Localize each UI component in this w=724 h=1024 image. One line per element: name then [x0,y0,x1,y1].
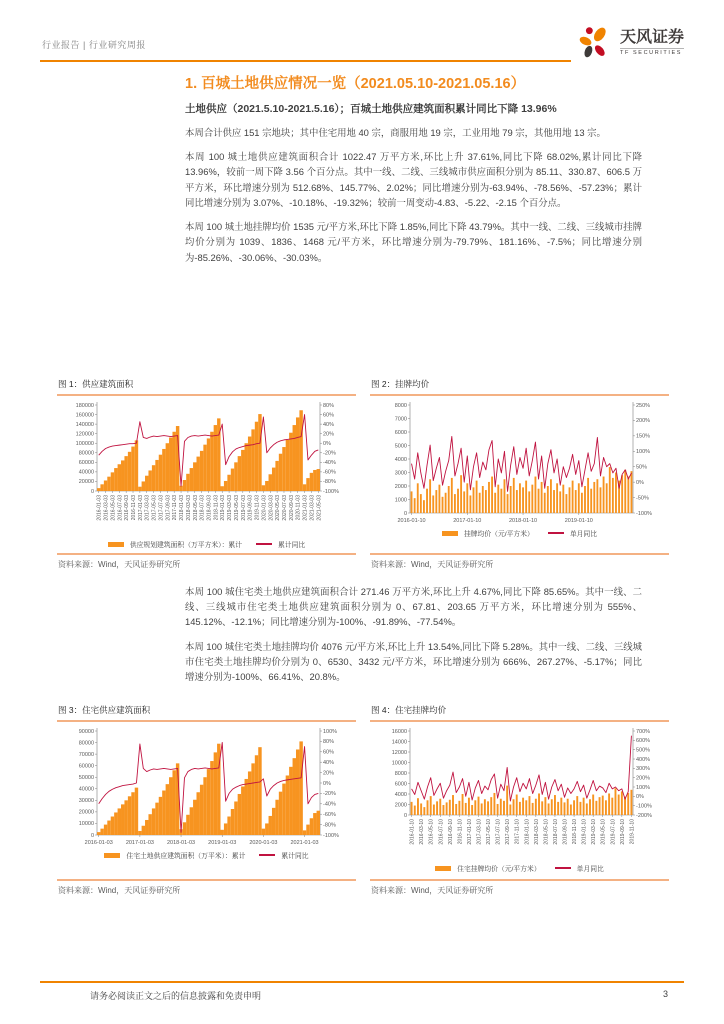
svg-text:6000: 6000 [394,781,407,788]
svg-text:2016-03-03: 2016-03-03 [103,495,110,521]
svg-text:600%: 600% [636,738,651,745]
svg-text:4000: 4000 [394,456,407,463]
svg-text:2016-01-10: 2016-01-10 [397,518,426,524]
svg-text:60000: 60000 [78,763,94,770]
svg-text:2020-05-03: 2020-05-03 [275,495,282,521]
svg-text:2019-03-03: 2019-03-03 [227,495,234,521]
figure-1 [57,378,356,570]
svg-text:20000: 20000 [78,809,94,816]
svg-text:60%: 60% [323,412,335,419]
svg-text:60%: 60% [323,749,335,756]
figure-title: 图 4：住宅挂牌均价 [371,705,447,715]
bar-series-swatch-icon [104,853,120,858]
svg-text:-40%: -40% [323,460,336,467]
svg-text:2020-07-03: 2020-07-03 [281,495,288,521]
svg-text:20%: 20% [323,431,335,438]
svg-text:2017-09-10: 2017-09-10 [505,819,512,845]
svg-text:2019-05-03: 2019-05-03 [233,495,240,521]
svg-text:2017-03-10: 2017-03-10 [476,819,483,845]
svg-text:2020-03-03: 2020-03-03 [268,495,275,521]
svg-text:2018-03-03: 2018-03-03 [185,495,192,521]
chart-canvas-residential-supply-area [57,725,356,848]
brand-logo [571,22,684,64]
svg-text:2020-01-03: 2020-01-03 [249,840,278,846]
svg-text:2016-09-03: 2016-09-03 [124,495,131,521]
svg-text:-50%: -50% [636,495,649,502]
svg-text:16000: 16000 [391,728,407,735]
svg-text:2016-09-10: 2016-09-10 [447,819,454,845]
svg-text:2021-05-03: 2021-05-03 [316,495,323,521]
svg-text:2018-05-10: 2018-05-10 [543,819,550,845]
section-title: 1. 百城土地供应情况一览（2021.05.10-2021.05.16） [185,76,526,92]
chart-legend [370,528,669,538]
svg-text:2021-01-03: 2021-01-03 [290,840,319,846]
svg-text:0%: 0% [323,441,331,448]
svg-text:200%: 200% [636,418,651,425]
svg-text:14000: 14000 [391,739,407,746]
section-subtitle: 土地供应（2021.5.10-2021.5.16）；百城土地供应建筑面积累计同比下降 13.96% [185,103,557,115]
svg-text:8000: 8000 [394,402,407,409]
svg-text:20000: 20000 [78,479,94,486]
svg-text:2016-01-03: 2016-01-03 [96,495,103,521]
svg-text:100%: 100% [323,728,338,735]
svg-text:1000: 1000 [394,497,407,504]
figure-3 [57,704,356,896]
body-paragraphs-top [185,125,642,274]
figure-row-2 [57,704,669,896]
svg-text:2017-03-03: 2017-03-03 [144,495,151,521]
svg-text:-200%: -200% [636,812,652,819]
svg-text:150%: 150% [636,433,651,440]
svg-text:160000: 160000 [75,412,94,419]
svg-text:2019-09-10: 2019-09-10 [619,819,626,845]
svg-text:20%: 20% [323,770,335,777]
svg-text:40%: 40% [323,421,335,428]
svg-text:300%: 300% [636,766,651,773]
bar-series-swatch-icon [442,531,458,536]
figure-source: 资料来源：Wind，天风证券研究所 [371,886,494,895]
svg-text:100%: 100% [636,449,651,456]
svg-text:2018-11-10: 2018-11-10 [572,819,579,845]
svg-text:2018-03-10: 2018-03-10 [533,819,540,845]
svg-text:4000: 4000 [394,791,407,798]
line-series-swatch-icon [256,543,272,545]
body-paragraphs-middle [185,584,642,693]
svg-text:2016-05-10: 2016-05-10 [428,819,435,845]
svg-text:120000: 120000 [75,431,94,438]
bar-series-swatch-icon [108,542,124,547]
page-number: 3 [662,989,668,999]
svg-text:2018-01-03: 2018-01-03 [179,495,186,521]
figure-title: 图 1：供应建筑面积 [58,379,134,389]
svg-text:2018-01-03: 2018-01-03 [166,840,196,846]
svg-text:2017-05-03: 2017-05-03 [151,495,158,521]
svg-text:2019-07-10: 2019-07-10 [610,819,617,845]
svg-text:2021-03-03: 2021-03-03 [309,495,316,521]
svg-text:100%: 100% [636,784,651,791]
svg-text:100000: 100000 [75,441,94,448]
svg-text:-100%: -100% [323,832,339,839]
brand-subtitle: TF SECURITIES [619,49,683,56]
footer-divider [40,981,684,983]
svg-text:12000: 12000 [391,749,407,756]
svg-text:2016-11-03: 2016-11-03 [131,495,138,521]
bar-series-label: 住宅土地供应建筑面积（万平米）：累计 [126,853,246,860]
paragraph: 本周 100 城住宅类土地供应建筑面积合计 271.46 万平方米,环比上升 4.67%,同比下降 85.65%。其中一线、二线、三线城市住宅类土地供应建筑面积分别为 0、67.81、203.65 万平方米，环比增速分别为 555%、145.12%、-12.1%；同比增速分别为-100%、-91.89%、-77.54%。 [185,586,642,628]
svg-text:2017-01-03: 2017-01-03 [137,495,144,521]
svg-text:50%: 50% [636,464,648,471]
paragraph: 本周合计供应 151 宗地块；其中住宅用地 40 宗，商服用地 19 宗，工业用地 79 宗，其他用地 13 宗。 [185,127,606,138]
svg-text:700%: 700% [636,728,651,735]
footer-disclaimer: 请务必阅读正文之后的信息披露和免责申明 [90,991,262,1001]
svg-text:2019-03-10: 2019-03-10 [591,819,598,845]
figure-title: 图 2：挂牌均价 [371,379,430,389]
svg-text:2018-07-03: 2018-07-03 [199,495,206,521]
svg-text:2000: 2000 [394,483,407,490]
svg-text:2021-01-03: 2021-01-03 [302,495,309,521]
svg-text:50000: 50000 [78,775,94,782]
svg-text:80000: 80000 [78,450,94,457]
svg-text:2017-01-10: 2017-01-10 [453,518,482,524]
svg-text:80%: 80% [323,739,335,746]
svg-text:6000: 6000 [394,429,407,436]
svg-text:80000: 80000 [78,740,94,747]
svg-text:2017-01-10: 2017-01-10 [466,819,473,845]
svg-text:2019-11-03: 2019-11-03 [254,495,261,521]
svg-text:8000: 8000 [394,770,407,777]
svg-text:0: 0 [90,832,94,839]
report-type-label: 行业报告 | 行业研究周报 [42,40,146,50]
brand-name: 天风证券 [619,29,684,47]
svg-text:-60%: -60% [323,812,336,818]
svg-text:2017-05-10: 2017-05-10 [486,819,493,845]
figure-title: 图 3：住宅供应建筑面积 [58,705,151,715]
svg-text:2019-01-03: 2019-01-03 [208,840,237,846]
svg-text:2016-05-03: 2016-05-03 [110,495,117,521]
figure-source: 资料来源：Wind，天风证券研究所 [58,886,181,895]
svg-text:2019-07-03: 2019-07-03 [240,495,247,521]
svg-text:10000: 10000 [391,760,407,767]
figure-source: 资料来源：Wind，天风证券研究所 [58,560,181,569]
svg-text:10000: 10000 [78,821,94,828]
figure-4 [370,704,669,896]
svg-text:2018-05-03: 2018-05-03 [192,495,199,521]
line-series-label: 单月同比 [569,531,598,538]
svg-text:2017-11-10: 2017-11-10 [514,819,521,845]
svg-text:180000: 180000 [75,402,94,409]
chart-canvas-listing-price [370,399,669,526]
svg-text:2016-03-10: 2016-03-10 [419,819,426,845]
svg-text:2016-07-03: 2016-07-03 [117,495,124,521]
svg-text:2019-01-10: 2019-01-10 [564,518,593,524]
chart-canvas-residential-listing-price [370,725,669,861]
line-series-label: 累计同比 [281,853,309,860]
svg-text:3000: 3000 [394,470,407,477]
svg-text:0%: 0% [636,794,644,801]
svg-text:80%: 80% [323,402,335,409]
svg-text:2018-09-10: 2018-09-10 [562,819,569,845]
svg-text:2017-01-03: 2017-01-03 [125,840,154,846]
svg-text:40%: 40% [323,760,335,766]
paragraph: 本周 100 城土地供应建筑面积合计 1022.47 万平方米,环比上升 37.61%,同比下降 68.02%,累计同比下降 13.96%，较前一周下降 3.56 个百分点。其中一线、二线、三线城市供应面积分别为 85.11、330.87、606.5 万平方米，环比增速分别为 512.68%、145.77%、2.02%；同比增速分别为-63.94%、-78.56%、-57.23%；累计同比增速分别为 3.07%、-10.18%、-19.32%；较前一周变动-4.83、-5.22、-2.15 个百分点。 [185,151,642,208]
svg-text:2016-01-10: 2016-01-10 [409,819,416,845]
bar-series-label: 住宅挂牌均价（元/平方米） [457,866,541,873]
line-series-swatch-icon [548,532,564,534]
svg-text:140000: 140000 [75,421,94,428]
svg-text:2018-09-03: 2018-09-03 [206,495,213,521]
svg-text:2016-11-10: 2016-11-10 [457,819,464,845]
svg-text:2016-07-10: 2016-07-10 [438,819,445,845]
svg-text:2019-09-03: 2019-09-03 [247,495,254,521]
chart-legend [57,850,356,860]
svg-text:60000: 60000 [78,460,94,467]
svg-text:0%: 0% [636,479,644,486]
chart-legend [370,863,669,873]
line-series-swatch-icon [555,867,571,869]
svg-text:-100%: -100% [636,803,652,810]
svg-text:2019-05-10: 2019-05-10 [600,819,607,845]
svg-text:0: 0 [90,488,94,495]
svg-text:2019-01-03: 2019-01-03 [220,495,227,521]
svg-text:70000: 70000 [78,751,94,758]
svg-text:-100%: -100% [636,510,652,517]
svg-text:2018-01-10: 2018-01-10 [508,518,538,524]
svg-text:90000: 90000 [78,728,94,735]
svg-text:-20%: -20% [323,791,336,798]
svg-text:2018-11-03: 2018-11-03 [213,495,220,521]
svg-text:40000: 40000 [78,469,94,476]
svg-text:30000: 30000 [78,798,94,805]
bar-series-swatch-icon [435,866,451,871]
svg-text:400%: 400% [636,756,651,763]
paragraph: 本周 100 城土地挂牌均价 1535 元/平方米,环比下降 1.85%,同比下降 43.79%。其中一线、二线、三线城市挂牌均价分别为 1039、1836、1468 元/平方米，环比增速分别为-79.79%、181.16%、-7.5%；同比增速分别为-85.26%、-30.06%、-30.03%。 [185,221,642,263]
svg-text:2016-01-03: 2016-01-03 [84,840,113,846]
line-series-label: 单月同比 [576,866,604,873]
paragraph: 本周 100 城住宅类土地挂牌均价 4076 元/平方米,环比上升 13.54%,同比下降 5.28%。其中一线、二线、三线城市住宅类土地挂牌均价分别为 0、6530、3432 元/平方米，环比增速分别为 666%、267.27%、-5.17%；同比增速分别为-100%、66.41%、20.8%。 [185,640,642,683]
svg-text:2020-09-03: 2020-09-03 [288,495,295,521]
svg-text:40000: 40000 [78,786,94,793]
line-series-label: 累计同比 [277,542,306,549]
svg-text:2017-09-03: 2017-09-03 [165,495,172,521]
svg-text:2017-11-03: 2017-11-03 [172,495,179,521]
svg-text:2017-07-10: 2017-07-10 [495,819,502,845]
figure-2 [370,378,669,570]
figure-row-1 [57,378,669,570]
svg-text:-100%: -100% [323,488,339,495]
tf-securities-logo-icon [577,24,615,62]
svg-text:-20%: -20% [323,450,336,457]
svg-text:2018-01-10: 2018-01-10 [524,819,531,845]
svg-text:0: 0 [403,510,407,517]
svg-text:2019-11-10: 2019-11-10 [629,819,636,845]
svg-text:5000: 5000 [394,443,407,450]
svg-text:7000: 7000 [394,416,407,423]
svg-text:250%: 250% [636,402,651,409]
svg-text:0%: 0% [323,780,331,787]
svg-text:2019-01-10: 2019-01-10 [581,819,588,845]
svg-text:-80%: -80% [323,822,336,829]
svg-text:-40%: -40% [323,801,336,808]
bar-series-label: 挂牌均价（元/平方米） [463,531,534,538]
svg-text:2020-11-03: 2020-11-03 [295,495,302,521]
chart-canvas-supply-area [57,399,356,537]
svg-text:0: 0 [403,812,407,819]
bar-series-label: 供应规划建筑面积（万平方米）：累计 [129,542,242,549]
svg-text:-80%: -80% [323,479,336,486]
svg-text:2000: 2000 [394,802,407,809]
svg-text:500%: 500% [636,747,651,754]
figure-source: 资料来源：Wind，天风证券研究所 [371,560,494,569]
svg-text:2017-07-03: 2017-07-03 [158,495,165,521]
svg-text:2020-01-03: 2020-01-03 [261,495,268,521]
svg-text:2018-07-10: 2018-07-10 [552,819,559,845]
chart-legend [57,539,356,549]
svg-text:200%: 200% [636,775,651,782]
svg-text:-60%: -60% [323,469,336,476]
line-series-swatch-icon [259,854,275,856]
